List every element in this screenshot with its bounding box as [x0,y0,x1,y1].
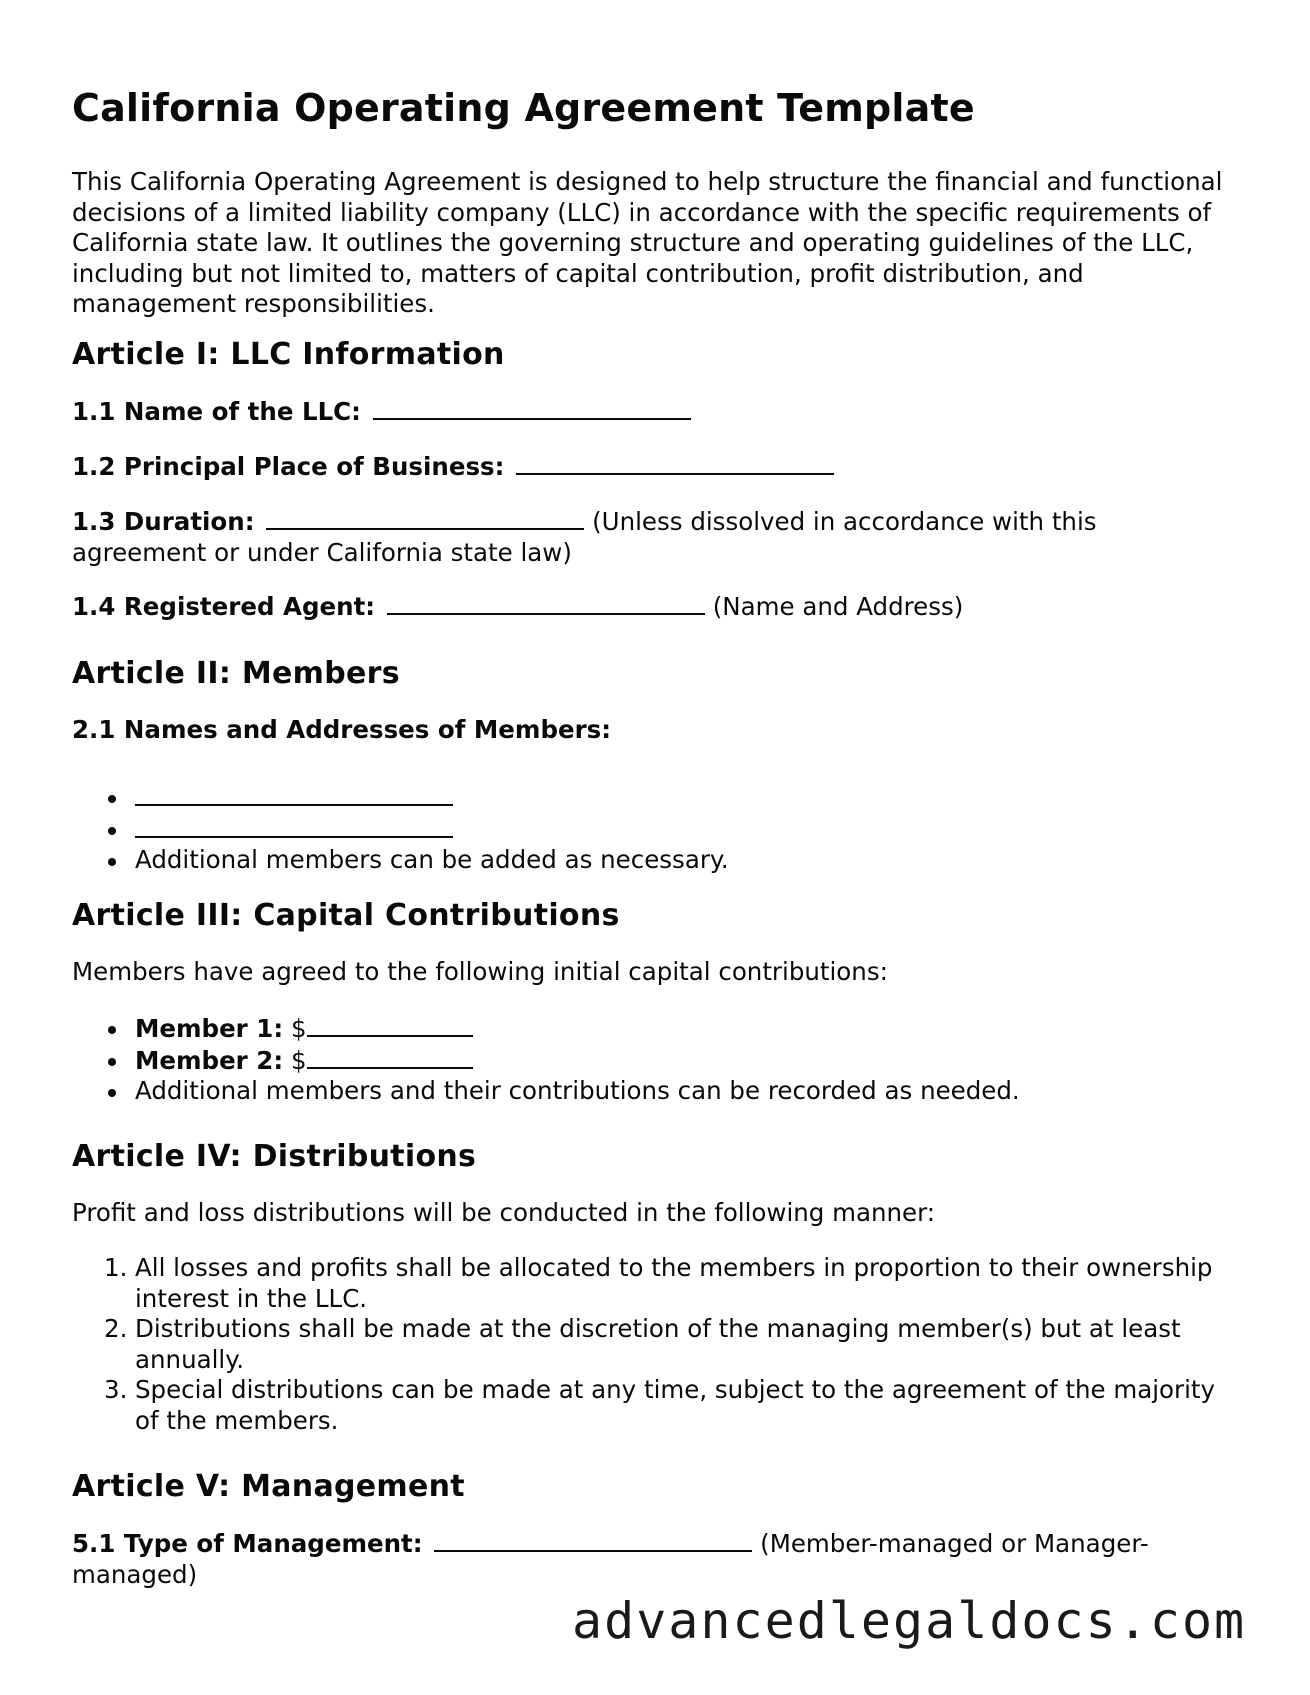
principal-place-row [72,451,1232,483]
management-type-row [72,1528,1232,1590]
list-number: 3. [104,1375,128,1404]
principal-place-label: 1.2 Principal Place of Business: [72,452,505,481]
members-label: 2.1 Names and Addresses of Members: [72,715,612,744]
member-1-amount-blank[interactable] [307,1013,473,1037]
member-2-amount-blank[interactable] [307,1045,473,1069]
management-type-label: 5.1 Type of Management: [72,1529,423,1558]
registered-agent-label: 1.4 Registered Agent: [72,592,376,621]
list-item [72,1253,1232,1314]
management-type-note: (Member-managed or Manager-managed) [72,1529,1149,1589]
distribution-text: Distributions shall be made at the discretion of the managing member(s) but at least annually. [135,1314,1181,1374]
distributions-intro: Profit and loss distributions will be conducted in the following manner: [72,1198,936,1227]
document-title: California Operating Agreement Template [72,86,975,130]
duration-row [72,506,1232,568]
management-type-blank[interactable] [434,1528,752,1552]
intro-paragraph: This California Operating Agreement is designed to help structure the financial and functional decisions of a limited liability company (LLC) in accordance with the specific requirements of California state law. It outlines the governing structure and operating guidelines of the LLC, including but not limited to, matters of capital contribution, profit distribution, and management responsibilities. [72,167,1223,318]
llc-name-blank[interactable] [373,396,691,420]
list-number: 2. [104,1314,128,1343]
currency-symbol: $ [290,1014,307,1043]
list-item [72,845,1232,876]
members-list [72,782,1232,876]
list-item [72,1013,1232,1045]
additional-contributions-text: Additional members and their contributions can be recorded as needed. [135,1076,1020,1105]
article-4-heading: Article IV: Distributions [72,1139,477,1174]
bullet-icon [108,827,116,835]
distributions-list [72,1253,1232,1436]
llc-name-label: 1.1 Name of the LLC: [72,397,361,426]
llc-name-row [72,396,1232,428]
additional-members-text: Additional members can be added as necessary. [135,845,729,874]
registered-agent-row [72,591,1232,623]
article-2-heading: Article II: Members [72,656,400,691]
list-number: 1. [104,1253,128,1282]
contributions-list [72,1013,1232,1107]
duration-note: (Unless dissolved in accordance with this agreement or under California state law) [72,507,1097,567]
list-item [72,782,1232,814]
duration-label: 1.3 Duration: [72,507,255,536]
list-item [72,1076,1232,1107]
bullet-icon [108,1089,116,1097]
list-item [72,1375,1232,1436]
bullet-icon [108,795,116,803]
member-blank-2[interactable] [135,814,453,838]
principal-place-blank[interactable] [516,451,834,475]
bullet-icon [108,1058,116,1066]
members-row [72,715,1232,746]
member-blank-1[interactable] [135,782,453,806]
list-item [72,814,1232,846]
article-3-heading: Article III: Capital Contributions [72,898,620,933]
registered-agent-note: (Name and Address) [712,592,964,621]
article-5-heading: Article V: Management [72,1469,465,1504]
distribution-text: All losses and profits shall be allocated to the members in proportion to their ownership interest in the LLC. [135,1253,1213,1313]
capital-intro: Members have agreed to the following initial capital contributions: [72,957,888,986]
registered-agent-blank[interactable] [387,591,705,615]
distribution-text: Special distributions can be made at any time, subject to the agreement of the majority of the members. [135,1375,1216,1435]
list-item [72,1314,1232,1375]
bullet-icon [108,858,116,866]
currency-symbol: $ [290,1045,307,1075]
member-2-label: Member 2: [135,1045,284,1075]
watermark-text: advancedlegaldocs.com [572,1592,1247,1650]
list-item [72,1045,1232,1077]
bullet-icon [108,1026,116,1034]
member-1-label: Member 1: [135,1014,284,1043]
duration-blank[interactable] [266,506,584,530]
article-1-heading: Article I: LLC Information [72,337,505,372]
